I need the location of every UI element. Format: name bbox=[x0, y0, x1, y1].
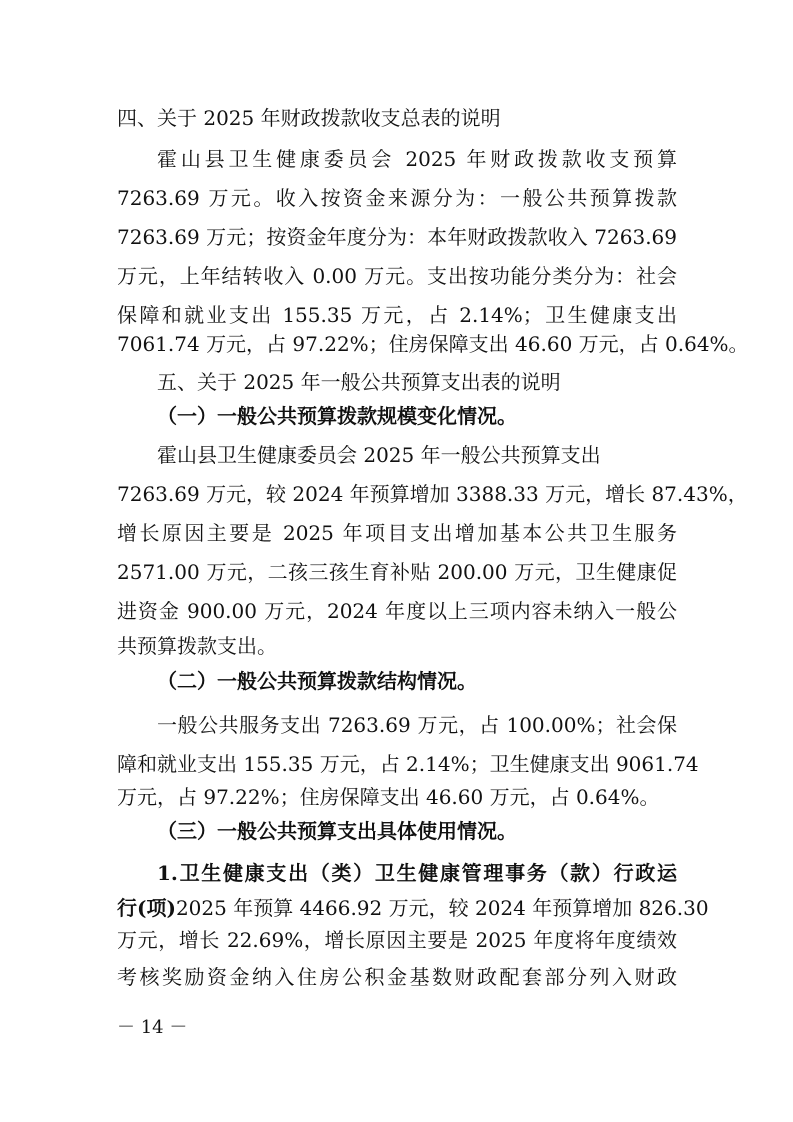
item-heading-continuation: 行(项) bbox=[117, 896, 176, 920]
paragraph-line: 万元，增长 22.69%，增长原因主要是 2025 年度将年度绩效 bbox=[117, 928, 677, 952]
paragraph-line: 霍山县卫生健康委员会 2025 年财政拨款收支预算 bbox=[157, 147, 677, 171]
paragraph-line: 增长原因主要是 2025 年项目支出增加基本公共卫生服务 bbox=[117, 521, 677, 545]
subsection-heading-3: （三）一般公共预算支出具体使用情况。 bbox=[157, 819, 517, 843]
paragraph-line: 霍山县卫生健康委员会 2025 年一般公共预算支出 bbox=[157, 443, 601, 467]
paragraph-line: 7263.69 万元，较 2024 年预算增加 3388.33 万元，增长 87.43%， bbox=[117, 482, 748, 506]
paragraph-line: 进资金 900.00 万元，2024 年度以上三项内容未纳入一般公 bbox=[117, 599, 677, 623]
paragraph-line: 7263.69 万元。收入按资金来源分为：一般公共预算拨款 bbox=[117, 186, 677, 210]
paragraph-line: 万元，占 97.22%；住房保障支出 46.60 万元，占 0.64%。 bbox=[117, 785, 660, 809]
section-heading-5: 五、关于 2025 年一般公共预算支出表的说明 bbox=[157, 370, 561, 394]
paragraph-line: 考核奖励资金纳入住房公积金基数财政配套部分列入财政 bbox=[117, 965, 677, 989]
item-heading-1: 1.卫生健康支出（类）卫生健康管理事务（款）行政运 bbox=[157, 861, 677, 885]
subsection-heading-2: （二）一般公共预算拨款结构情况。 bbox=[157, 669, 477, 693]
paragraph-line bbox=[117, 893, 709, 923]
page-number: － 14 － bbox=[117, 1017, 188, 1038]
section-heading-4: 四、关于 2025 年财政拨款收支总表的说明 bbox=[117, 106, 501, 130]
paragraph-line: 7263.69 万元；按资金年度分为：本年财政拨款收入 7263.69 bbox=[117, 225, 677, 249]
paragraph-line: 共预算拨款支出。 bbox=[117, 634, 277, 658]
paragraph-line: 保障和就业支出 155.35 万元，占 2.14%；卫生健康支出 bbox=[117, 303, 677, 327]
paragraph-line: 一般公共服务支出 7263.69 万元，占 100.00%；社会保 bbox=[157, 713, 677, 737]
paragraph-line: 万元，上年结转收入 0.00 万元。支出按功能分类分为：社会 bbox=[117, 264, 677, 288]
paragraph-line: 2571.00 万元，二孩三孩生育补贴 200.00 万元，卫生健康促 bbox=[117, 560, 677, 584]
paragraph-line: 障和就业支出 155.35 万元，占 2.14%；卫生健康支出 9061.74 bbox=[117, 752, 699, 776]
paragraph-line: 7061.74 万元，占 97.22%；住房保障支出 46.60 万元，占 0.64%。 bbox=[117, 332, 749, 356]
item-text: 2025 年预算 4466.92 万元，较 2024 年预算增加 826.30 bbox=[175, 896, 709, 920]
subsection-heading-1: （一）一般公共预算拨款规模变化情况。 bbox=[157, 404, 517, 428]
